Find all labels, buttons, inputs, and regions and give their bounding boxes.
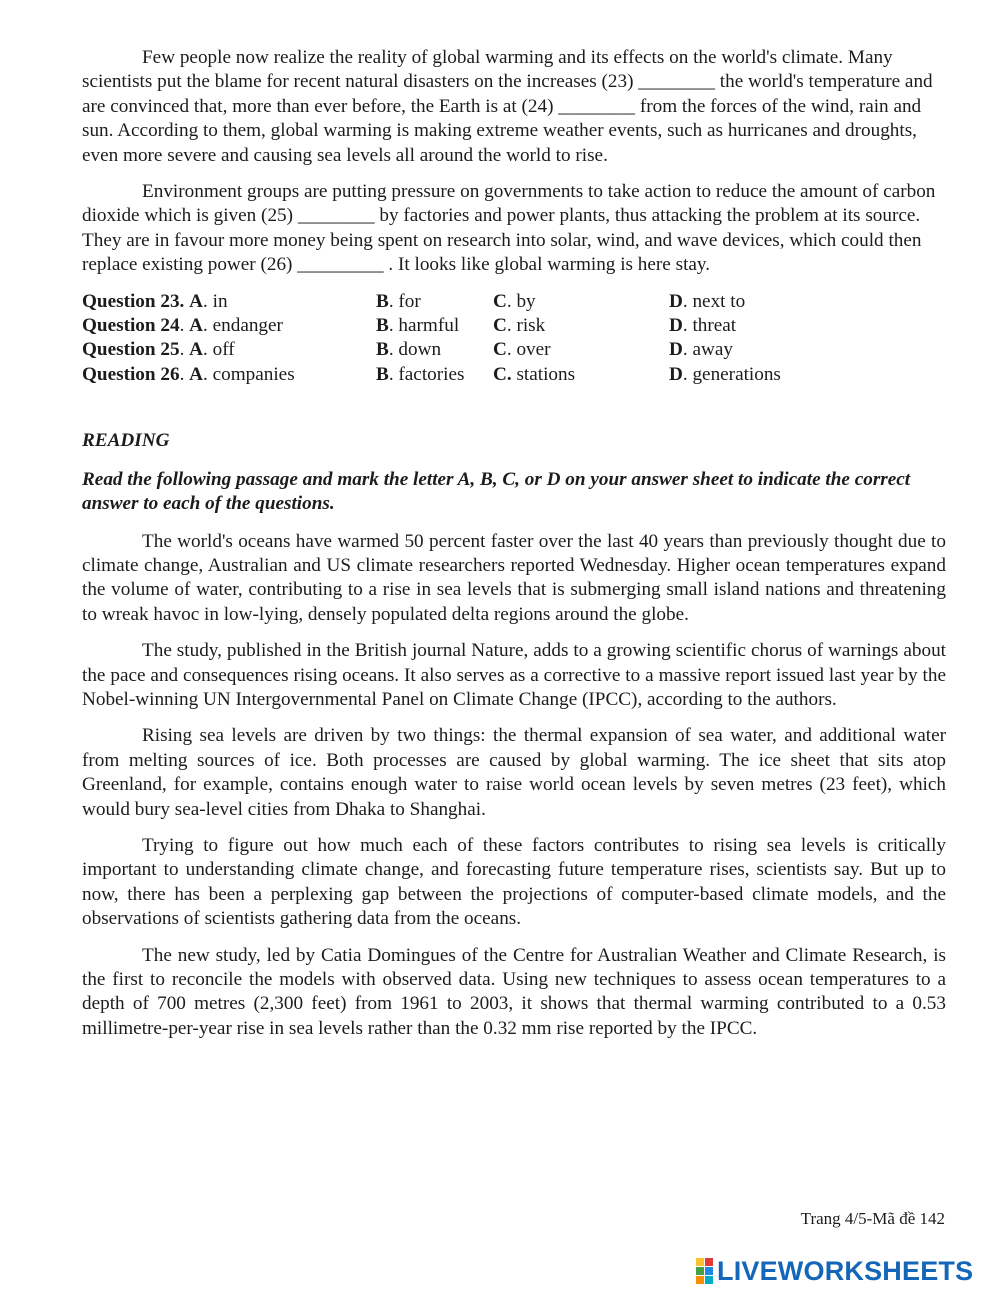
reading-heading: READING <box>82 430 170 452</box>
option-d: threat <box>692 315 737 337</box>
question-row-25: Question 25. A. off B. down C. over D. away <box>82 339 733 361</box>
question-label: Question 25 <box>82 339 180 361</box>
option-d: away <box>692 339 733 361</box>
question-row-24: Question 24. A. endanger B. harmful C. risk D. threat <box>82 315 737 337</box>
option-c: risk <box>516 315 546 337</box>
logo-text: LIVEWORKSHEETS <box>717 1255 974 1286</box>
option-b: harmful <box>398 315 460 337</box>
option-d: generations <box>692 363 781 385</box>
reading-paragraph-5: The new study, led by Catia Domingues of the Centre for Australian Weather and Climate Research, is the first to reconcile the models with observed data. Using new techniques to assess ocean temperatures to a depth of 700 metres (2,300 feet) from 1961 to 2003, it shows that thermal warming contributed to a 0.53 millimetre-per-year rise in sea levels rather than the 0.32 mm rise reported by the IPCC. <box>82 944 946 1039</box>
liveworksheets-logo <box>696 1255 974 1286</box>
cloze-paragraph-1: Few people now realize the reality of global warming and its effects on the world's climate. Many scientists put the blame for recent natural disasters on the increases (23) ________ the world's temperature and are convinced that, more than ever before, the Earth is at (24) ________ from the forces of the wind, rain and sun. According to them, global warming is making extreme weather events, such as hurricanes and droughts, even more severe and causing sea levels all around the world to rise. <box>82 47 933 166</box>
cloze-paragraph-2: Environment groups are putting pressure on governments to take action to reduce the amount of carbon dioxide which is given (25) ________ by factories and power plants, thus attacking the problem at its source. They are in favour more money being spent on research into solar, wind, and wave devices, which could then replace existing power (26) _________ . It looks like global warming is here stay. <box>82 181 936 276</box>
option-c: stations <box>516 363 576 385</box>
question-row-26: Question 26. A. companies B. factories C. stations D. generations <box>82 363 781 385</box>
page-number: Trang 4/5-Mã đề 142 <box>800 1209 945 1228</box>
reading-paragraph-2: The study, published in the British journal Nature, adds to a growing scientific chorus of warnings about the pace and consequences rising oceans. It also serves as a corrective to a massive report issued last year by the Nobel-winning UN Intergovernmental Panel on Climate Change (IPCC), according to the authors. <box>82 640 946 710</box>
question-row-23: Question 23. A. in B. for C. by D. next to <box>82 290 746 312</box>
question-label: Question 26 <box>82 363 180 385</box>
reading-instruction: Read the following passage and mark the letter A, B, C, or D on your answer sheet to indicate the correct answer to each of the questions. <box>82 468 911 515</box>
option-c: by <box>516 290 536 312</box>
option-a: in <box>212 290 228 312</box>
option-b: factories <box>398 363 465 385</box>
question-options-table <box>82 290 781 388</box>
option-b: down <box>398 339 442 361</box>
option-b: for <box>398 290 421 312</box>
option-c: over <box>516 339 551 361</box>
worksheet-page <box>82 46 946 1041</box>
option-a: companies <box>212 363 295 385</box>
option-d: next to <box>692 290 746 312</box>
reading-paragraph-1: The world's oceans have warmed 50 percent faster over the last 40 years than previously thought due to climate change, Australian and US climate researchers reported Wednesday. Higher ocean temperatures expand the volume of water, contributing to a rise in sea levels that is submerging small island nations and threatening to wreak havoc in low-lying, densely populated delta regions around the globe. <box>82 530 946 625</box>
reading-paragraph-3: Rising sea levels are driven by two things: the thermal expansion of sea water, and additional water from melting sources of ice. Both processes are caused by global warming. The ice sheet that sits atop Greenland, for example, contains enough water to raise world ocean levels by seven metres (23 feet), which would bury sea-level cities from Dhaka to Shanghai. <box>82 725 946 820</box>
question-label: Question 24 <box>82 315 180 337</box>
question-label: Question 23. <box>82 290 185 312</box>
reading-paragraph-4: Trying to figure out how much each of these factors contributes to rising sea levels is critically important to understanding climate change, and forecasting future temperature rises, scientists say. But up to now, there has been a perplexing gap between the projections of computer-based climate models, and the observations of scientists gathering data from the oceans. <box>82 834 946 930</box>
option-a: off <box>212 339 235 361</box>
logo-grid-icon <box>696 1258 713 1284</box>
option-a: endanger <box>212 315 283 337</box>
